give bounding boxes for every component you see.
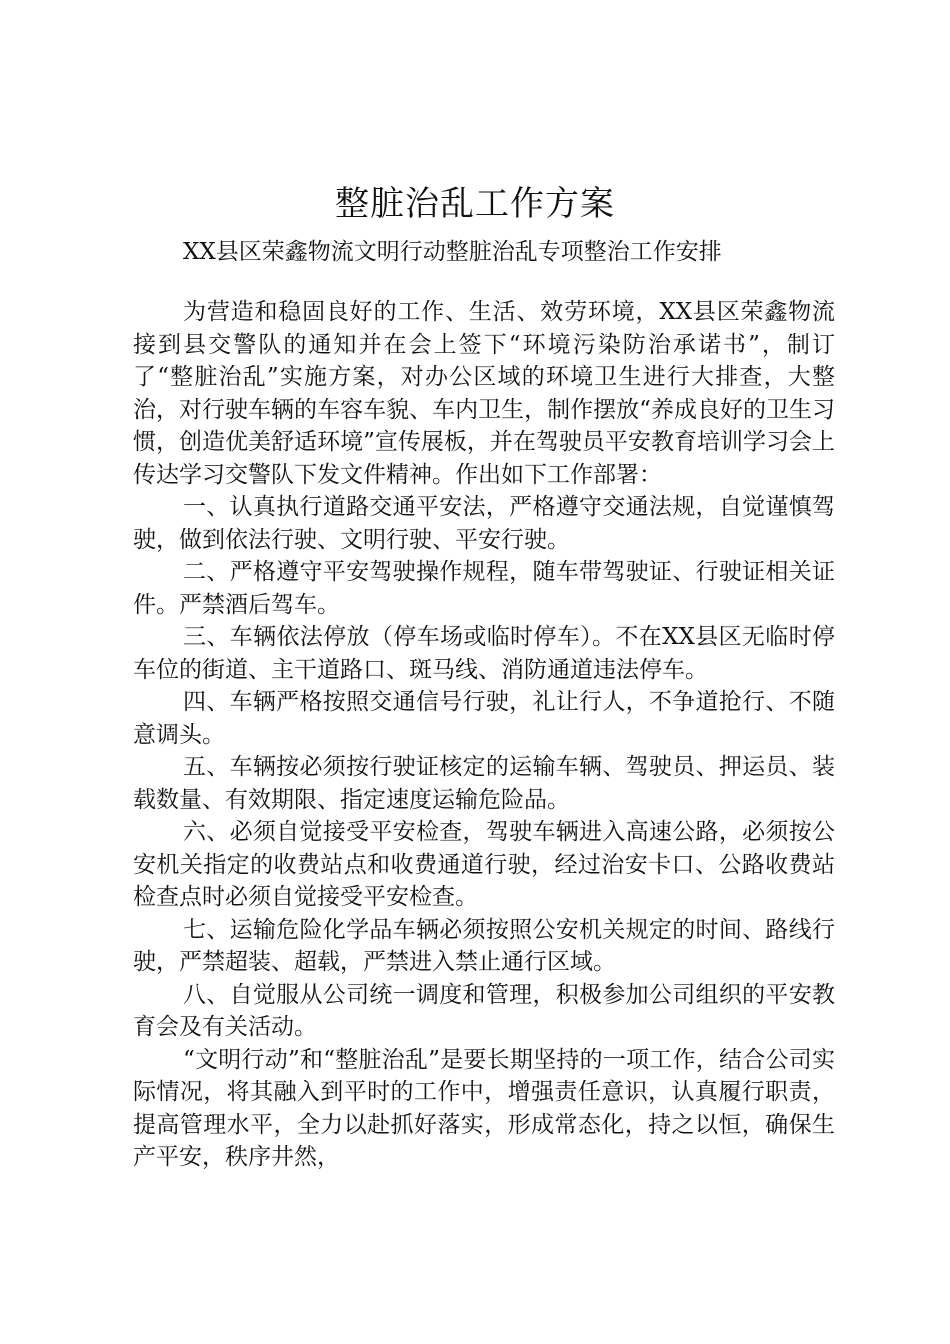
paragraph-item-5: 五、车辆按必须按行驶证核定的运输车辆、驾驶员、押运员、装载数量、有效期限、指定速度运输危险品。 <box>133 754 835 813</box>
paragraph-item-7: 七、运输危险化学品车辆必须按照公安机关规定的时间、路线行驶，严禁超装、超载，严禁进入禁止通行区域。 <box>133 916 835 975</box>
paragraph-item-2: 二、严格遵守平安驾驶操作规程，随车带驾驶证、行驶证相关证件。严禁酒后驾车。 <box>133 559 835 618</box>
document-subtitle: XX县区荣鑫物流文明行动整脏治乱专项整治工作安排 <box>183 239 722 265</box>
paragraph-intro: 为营造和稳固良好的工作、生活、效劳环境，XX县区荣鑫物流接到县交警队的通知并在会上签下“环境污染防治承诺书”，制订了“整脏治乱”实施方案，对办公区域的环境卫生进行大排查，大整治，对行驶车辆的车容车貌、车内卫生，制作摆放“养成良好的卫生习惯，创造优美舒适环境”宣传展板，并在驾驶员平安教育培训学习会上传达学习交警队下发文件精神。作出如下工作部署： <box>133 299 835 488</box>
paragraph-item-4: 四、车辆严格按照交通信号行驶，礼让行人，不争道抢行、不随意调头。 <box>133 689 835 748</box>
paragraph-item-8: 八、自觉服从公司统一调度和管理，积极参加公司组织的平安教育会及有关活动。 <box>133 981 835 1040</box>
paragraph-conclusion: “文明行动”和“整脏治乱”是要长期坚持的一项工作，结合公司实际情况，将其融入到平时的工作中，增强责任意识，认真履行职责，提高管理水平，全力以赴抓好落实，形成常态化，持之以恒，确保生产平安，秩序井然， <box>133 1046 835 1170</box>
document-title: 整脏治乱工作方案 <box>335 184 615 224</box>
paragraph-item-6: 六、必须自觉接受平安检查，驾驶车辆进入高速公路，必须按公安机关指定的收费站点和收费通道行驶，经过治安卡口、公路收费站检查点时必须自觉接受平安检查。 <box>133 819 835 910</box>
paragraph-item-1: 一、认真执行道路交通平安法，严格遵守交通法规，自觉谨慎驾驶，做到依法行驶、文明行驶、平安行驶。 <box>133 494 835 553</box>
document-body <box>133 296 835 1174</box>
paragraph-item-3: 三、车辆依法停放（停车场或临时停车）。不在XX县区无临时停车位的街道、主干道路口、斑马线、消防通道违法停车。 <box>133 624 835 683</box>
